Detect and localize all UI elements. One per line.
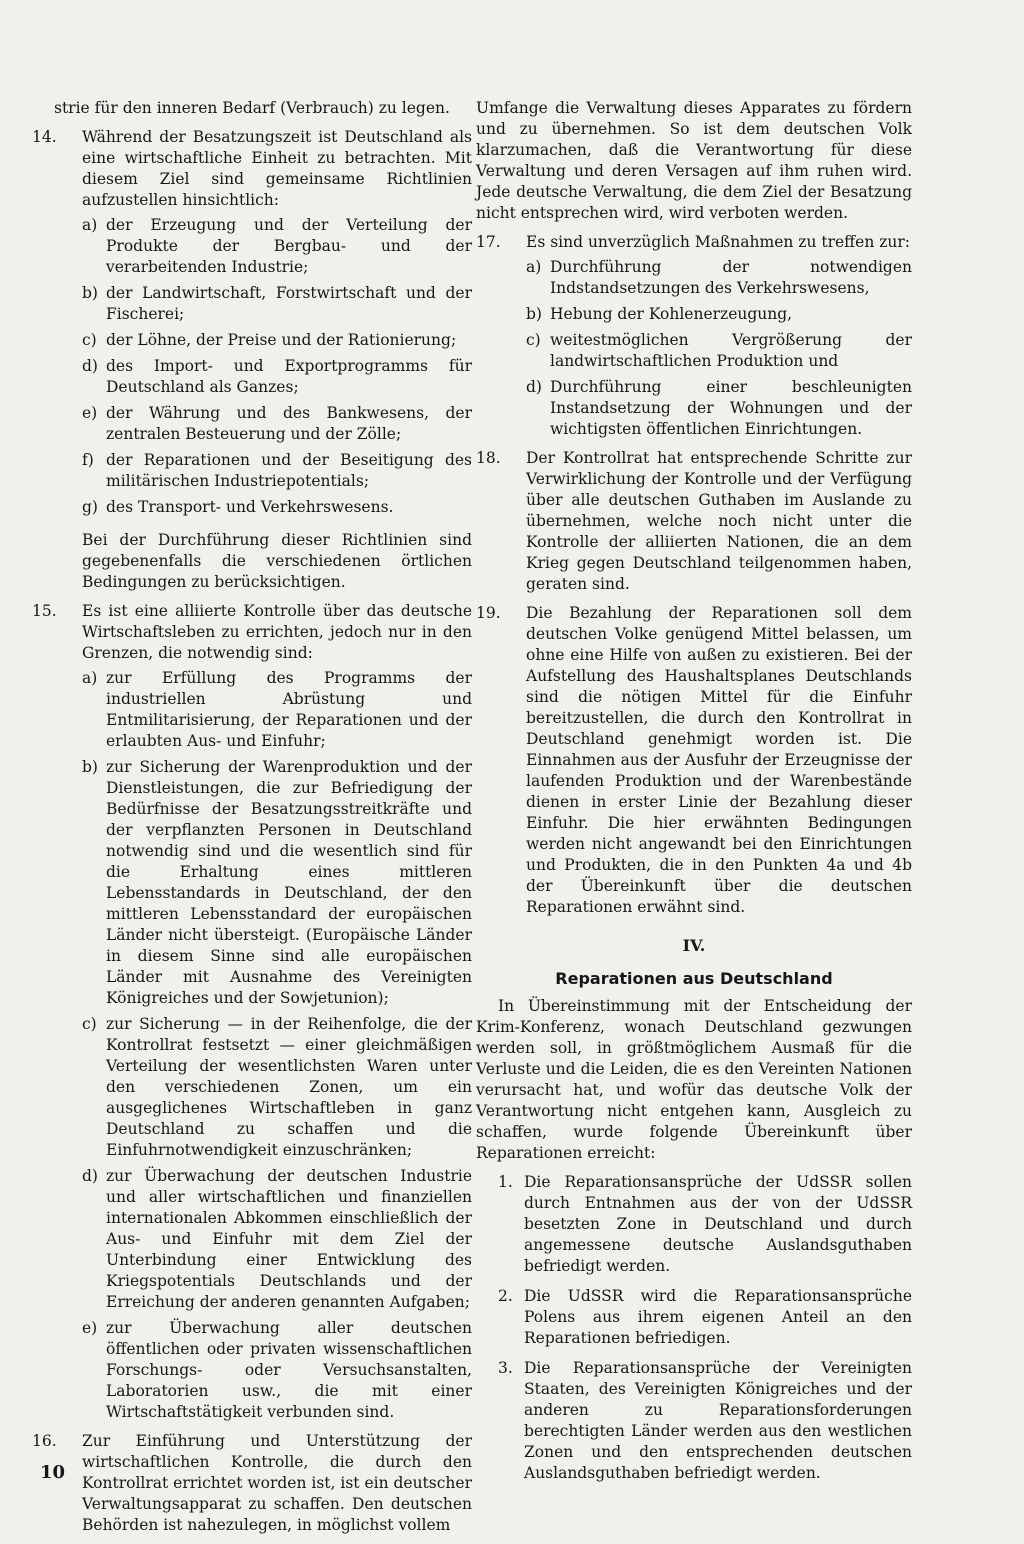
- list-item: d) zur Überwachung der deutschen Industrie und aller wirtschaftlichen und finanziellen internationalen Abkommen einschließlich der Aus- und Einfuhr mit dem Ziel der Unterbindung einer Entwicklung des Kriegspotentials Deutschlands und der Erreichung der anderen genannten Aufgaben;: [82, 1167, 472, 1311]
- continuation-paragraph: Umfange die Verwaltung dieses Apparates zu fördern und zu übernehmen. So ist dem deutschen Volk klarzumachen, daß die Verantwortung für diese Verwaltung und deren Versagen auf ihm ruhen wird. Jede deutsche Verwaltung, die dem Ziel der Besatzung nicht entsprechen wird, wird verboten werden.: [476, 99, 912, 222]
- list-item: b) Hebung der Kohlenerzeugung,: [526, 305, 793, 323]
- section-text: Die Bezahlung der Reparationen soll dem deutschen Volke genügend Mittel belassen, um ohne eine Hilfe von außen zu existieren. Bei der Aufstellung des Haushaltsplanes Deutschlands sind die nötigen Mittel für die Einfuhr bereitzustellen, die durch den Kontrollrat in Deutschland genehmigt worden ist. Die Einnahmen aus der Ausfuhr der Erzeugnisse der laufenden Produktion und der Warenbestände dienen in erster Linie der Bezahlung dieser Einfuhr. Die hier erwähnten Bedingungen werden nicht angewandt bei den Einrichtungen und Produkten, die in den Punkten 4a und 4b der Übereinkunft über die deutschen Reparationen erwähnt sind.: [526, 604, 912, 916]
- section-number: 16.: [32, 1432, 57, 1450]
- list-item: b) der Landwirtschaft, Forstwirtschaft und der Fischerei;: [82, 284, 472, 323]
- section-number: 15.: [32, 602, 57, 620]
- list-item: d) Durchführung einer beschleunigten Instandsetzung der Wohnungen und der wichtigsten öffentlichen Einrichtungen.: [526, 378, 912, 438]
- page-number: 10: [40, 1462, 66, 1483]
- list-item: b) zur Sicherung der Warenproduktion und der Dienstleistungen, die zur Befriedigung der Bedürfnisse der Besatzungsstreitkräfte und der verpflanzten Personen in Deutschland notwendig sind und die wesentlich sind für die Erhaltung eines mittleren Lebensstandards in Deutschland, der den mittleren Lebensstandard der europäischen Länder nicht übersteigt. (Europäische Länder in diesem Sinne sind alle europäischen Länder mit Ausnahme des Vereinigten Königreiches und der Sowjetunion);: [82, 758, 472, 1007]
- list-item: a) Durchführung der notwendigen Indstandsetzungen des Verkehrswesens,: [526, 258, 912, 297]
- section-15: [32, 601, 472, 1423]
- list-item: c) weitestmöglichen Vergrößerung der landwirtschaftlichen Produktion und: [526, 331, 912, 370]
- numbered-point: 3. Die Reparationsansprüche der Vereinigten Staaten, des Vereinigten Königreiches und der anderen zu Reparationsforderungen berechtigten Länder werden aus den westlichen Zonen und den entsprechenden deutschen Auslandsguthaben befriedigt werden.: [498, 1359, 912, 1482]
- section-18: [476, 448, 912, 595]
- section-19: [476, 603, 912, 918]
- left-column: [32, 98, 472, 1544]
- list-item: a) zur Erfüllung des Programms der industriellen Abrüstung und Entmilitarisierung, der Reparationen und der erlaubten Aus- und Einfuhr;: [82, 669, 472, 750]
- section-roman-numeral: IV.: [682, 936, 706, 955]
- section-heading: Reparationen aus Deutschland: [555, 969, 833, 988]
- list-item: a) der Erzeugung und der Verteilung der Produkte der Bergbau- und der verarbeitenden Industrie;: [82, 216, 472, 276]
- section-17: [476, 232, 912, 440]
- section-text: Es ist eine alliierte Kontrolle über das deutsche Wirtschaftsleben zu errichten, jedoch nur in den Grenzen, die notwendig sind:: [82, 602, 472, 662]
- section-number: 14.: [32, 128, 57, 146]
- numbered-point: 2. Die UdSSR wird die Reparationsansprüche Polens aus ihrem eigenen Anteil an den Reparationen befriedigen.: [498, 1287, 912, 1347]
- list-item: f) der Reparationen und der Beseitigung des militärischen Industriepotentials;: [82, 451, 472, 490]
- right-column: [476, 98, 912, 1493]
- section-16: [32, 1431, 472, 1536]
- list-item: g) des Transport- und Verkehrswesens.: [82, 498, 394, 516]
- section-number: 19.: [476, 604, 501, 622]
- list-item: e) zur Überwachung aller deutschen öffentlichen oder privaten wissenschaftlichen Forschungs- oder Versuchsanstalten, Laboratorien usw., die mit einer Wirtschaftstätigkeit verbunden sind.: [82, 1319, 472, 1421]
- section-text: Während der Besatzungszeit ist Deutschland als eine wirtschaftliche Einheit zu betrachten. Mit diesem Ziel sind gemeinsame Richtlinien aufzustellen hinsichtlich:: [82, 128, 472, 209]
- section-number: 18.: [476, 449, 501, 467]
- section-intro: In Übereinstimmung mit der Entscheidung der Krim-Konferenz, wonach Deutschland gezwungen werden soll, in größtmöglichem Ausmaß für die Verluste und die Leiden, die es den Vereinten Nationen verursacht hat, und wofür das deutsche Volk der Verantwortung nicht entgehen kann, Ausgleich zu schaffen, wurde folgende Übereinkunft über Reparationen erreicht:: [476, 997, 912, 1162]
- intro-paragraph: strie für den inneren Bedarf (Verbrauch) zu legen.: [54, 99, 450, 117]
- section-text: Zur Einführung und Unterstützung der wirtschaftlichen Kontrolle, die durch den Kontrollrat errichtet worden ist, ist ein deutscher Verwaltungsapparat zu schaffen. Den deutschen Behörden ist nahezulegen, in möglichst vollem: [82, 1432, 472, 1534]
- section-number: 17.: [476, 233, 501, 251]
- list-item: e) der Währung und des Bankwesens, der zentralen Besteuerung und der Zölle;: [82, 404, 472, 443]
- list-item: c) der Löhne, der Preise und der Rationierung;: [82, 331, 457, 349]
- section-text: Es sind unverzüglich Maßnahmen zu treffen zur:: [526, 233, 911, 251]
- list-item: d) des Import- und Exportprogramms für Deutschland als Ganzes;: [82, 357, 472, 396]
- section-closing: Bei der Durchführung dieser Richtlinien sind gegebenenfalls die verschiedenen örtlichen Bedingungen zu berücksichtigen.: [82, 531, 472, 591]
- section-14: [32, 127, 472, 593]
- numbered-point: 1. Die Reparationsansprüche der UdSSR sollen durch Entnahmen aus der von der UdSSR besetzten Zone in Deutschland und durch angemessene deutsche Auslandsguthaben befriedigt werden.: [498, 1173, 912, 1275]
- list-item: c) zur Sicherung — in der Reihenfolge, die der Kontrollrat festsetzt — einer gleichmäßigen Verteilung der wesentlichsten Waren unter den verschiedenen Zonen, um ein ausgeglichenes Wirtschaftleben in ganz Deutschland zu schaffen und die Einfuhrnotwendigkeit einzuschränken;: [82, 1015, 472, 1159]
- section-text: Der Kontrollrat hat entsprechende Schritte zur Verwirklichung der Kontrolle und der Verfügung über alle deutschen Guthaben im Auslande zu übernehmen, welche noch nicht unter die Kontrolle der alliierten Nationen, die an dem Krieg gegen Deutschland teilgenommen haben, geraten sind.: [526, 449, 912, 593]
